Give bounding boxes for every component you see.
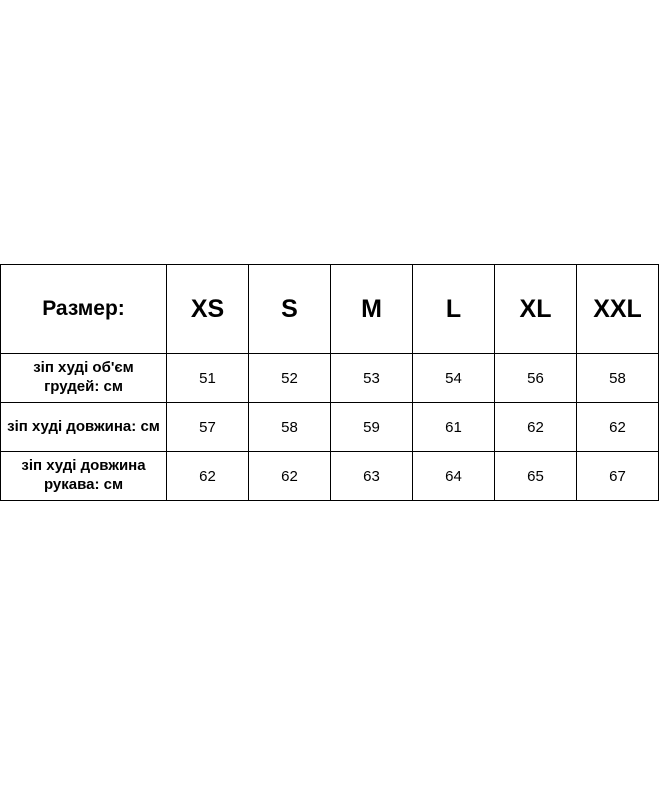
cell-length-l: 61 [413,403,495,452]
cell-chest-l: 54 [413,354,495,403]
cell-chest-xl: 56 [495,354,577,403]
row-label-sleeve: зіп худі довжина рукава: см [1,452,167,501]
row-label-chest: зіп худі об'єм грудей: см [1,354,167,403]
size-header-l: L [413,265,495,354]
cell-length-xxl: 62 [577,403,659,452]
size-header-s: S [249,265,331,354]
cell-length-m: 59 [331,403,413,452]
row-label-length: зіп худі довжина: см [1,403,167,452]
size-header-xs: XS [167,265,249,354]
cell-sleeve-l: 64 [413,452,495,501]
cell-sleeve-xl: 65 [495,452,577,501]
table-row [1,354,659,403]
cell-chest-m: 53 [331,354,413,403]
size-chart-container [0,264,659,501]
cell-length-s: 58 [249,403,331,452]
size-header-xxl: XXL [577,265,659,354]
cell-chest-s: 52 [249,354,331,403]
cell-sleeve-xs: 62 [167,452,249,501]
cell-chest-xs: 51 [167,354,249,403]
size-chart-table [0,264,659,501]
header-label-cell: Размер: [1,265,167,354]
cell-length-xl: 62 [495,403,577,452]
cell-sleeve-s: 62 [249,452,331,501]
table-row [1,403,659,452]
table-row [1,452,659,501]
cell-sleeve-xxl: 67 [577,452,659,501]
size-header-m: M [331,265,413,354]
table-header-row [1,265,659,354]
cell-chest-xxl: 58 [577,354,659,403]
size-header-xl: XL [495,265,577,354]
cell-length-xs: 57 [167,403,249,452]
cell-sleeve-m: 63 [331,452,413,501]
